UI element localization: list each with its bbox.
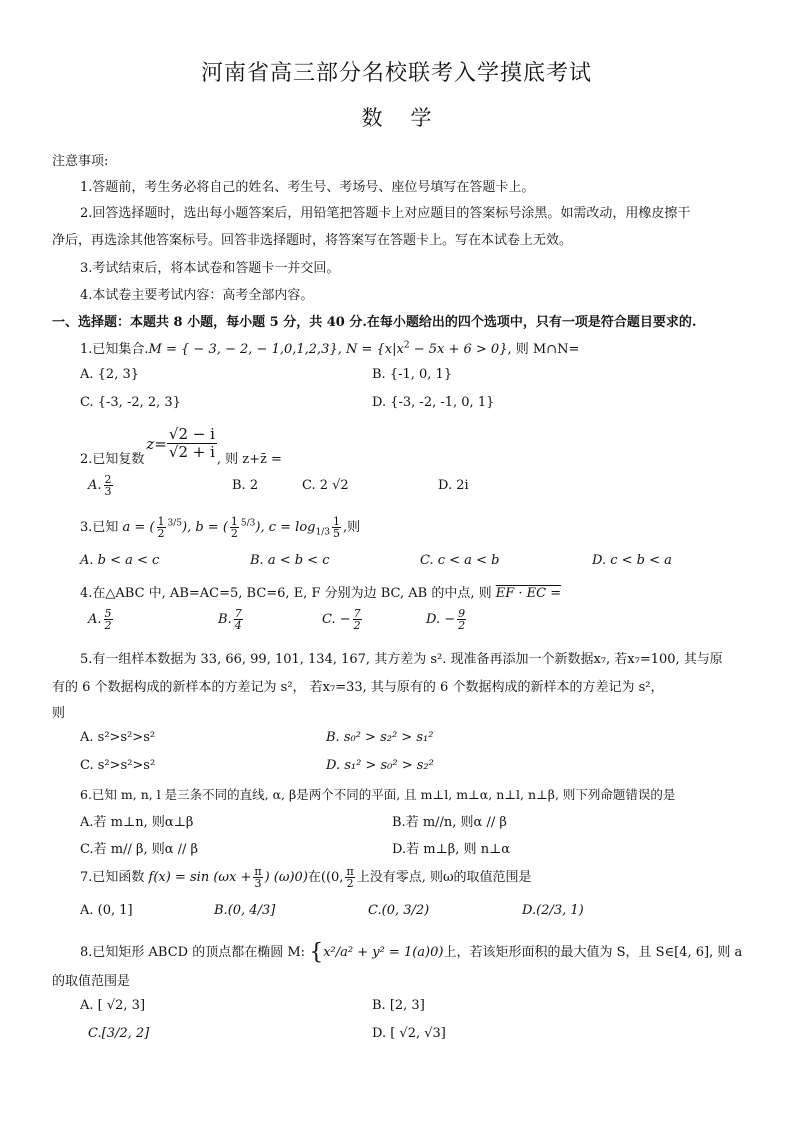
q4-option-b[interactable] <box>218 608 245 631</box>
question-5-line-1: 5.有一组样本数据为 33, 66, 99, 101, 134, 167, 其方差为 s². 现准备再添加一个新数据x₇, 若x₇=100, 其与原 <box>80 652 723 667</box>
q8-option-c[interactable] <box>88 1026 149 1041</box>
q3-option-b[interactable]: B. a < b < c <box>250 553 330 568</box>
q7-stem-a: 7.已知函数 <box>80 870 145 885</box>
q4-option-d-label: D. − <box>426 612 456 627</box>
q8-option-a[interactable]: A. [ √2, 3] <box>80 998 146 1013</box>
q5-option-d[interactable]: D. s₁² > s₀² > s₂² <box>326 758 434 773</box>
q2-option-a-label: A. <box>88 478 102 493</box>
q2-stem-a: 2.已知复数 <box>80 452 145 467</box>
q4-option-a-label: A. <box>88 612 102 627</box>
q1-option-d[interactable]: D. {-3, -2, -1, 0, 1} <box>372 395 495 410</box>
q4-option-a-den: 2 <box>104 619 112 632</box>
q2-fraction <box>167 426 217 461</box>
q1-option-b[interactable]: B. {-1, 0, 1} <box>372 367 453 382</box>
q3-b-exp: 5/3 <box>240 518 256 529</box>
q1-stem-b: , 则 M∩N= <box>507 342 580 357</box>
notice-item-2: 2.回答选择题时，选出每小题答案后，用铅笔把答题卡上对应题目的答案标号涂黑。如需改动，用橡皮擦干 <box>80 206 691 221</box>
q6-option-a[interactable]: A.若 m⊥n, 则α⊥β <box>80 815 194 830</box>
q7-three: 3 <box>254 877 262 890</box>
notice-item-3: 3.考试结束后，将本试卷和答题卡一并交回。 <box>80 261 340 276</box>
q4-option-c-num: 7 <box>353 607 361 620</box>
q2-z: z= <box>146 434 167 453</box>
q3-a-den: 2 <box>157 527 165 540</box>
q3-stem-a: 3.已知 <box>80 520 119 535</box>
q4-option-a-num: 5 <box>104 607 112 620</box>
q6-option-c[interactable]: C.若 m// β, 则α // β <box>80 842 199 857</box>
q2-option-a-num: 2 <box>104 473 112 486</box>
q2-option-b[interactable]: B. 2 <box>232 478 259 493</box>
q7-stem-c: 上没有零点, 则ω的取值范围是 <box>356 870 532 885</box>
q4-option-c-den: 2 <box>353 619 361 632</box>
q3-option-a[interactable]: A. b < a < c <box>80 553 160 568</box>
q4-option-d[interactable] <box>426 608 468 631</box>
question-8-stem <box>80 940 742 965</box>
q6-option-d[interactable]: D.若 m⊥β, 则 n⊥α <box>392 842 511 857</box>
section-heading: 一、选择题：本题共 8 小题，每小题 5 分，共 40 分.在每小题给出的四个选项中，只有一项是符合题目要求的. <box>52 315 697 330</box>
q3-a: a = ( <box>122 520 155 535</box>
notice-item-2-cont: 净后，再选涂其他答案标号。回答非选择题时，将答案写在答题卡上。写在本试卷上无效。 <box>52 233 573 248</box>
q4-vector-expr: EF · EC = <box>495 586 562 601</box>
q5-option-b[interactable]: B. s₀² > s₂² > s₁² <box>326 730 434 745</box>
q8-option-c-label: C. <box>88 1026 102 1041</box>
question-8-line-2: 的取值范围是 <box>52 974 131 989</box>
q4-option-c-label: C. − <box>322 612 351 627</box>
q1-stem-a: 1.已知集合. <box>80 342 149 357</box>
notice-item-1: 1.答题前，考生务必将自己的姓名、考生号、考场号、座位号填写在答题卡上。 <box>80 180 535 195</box>
q3-b-den: 2 <box>230 527 238 540</box>
q3-a-num: 1 <box>157 515 165 528</box>
q8-stem-a: 8.已知矩形 ABCD 的顶点都在椭圆 M: <box>80 945 306 960</box>
q4-option-d-num: 9 <box>458 607 466 620</box>
q7-option-d[interactable] <box>522 903 584 918</box>
notice-item-4: 4.本试卷主要考试内容：高考全部内容。 <box>80 288 314 303</box>
q2-option-a[interactable] <box>88 474 115 497</box>
q8-ellipse: x²/a² + y² = 1(a)0) <box>323 945 444 960</box>
question-5-line-2: 有的 6 个数据构成的新样本的方差记为 s²， 若x₇=33, 其与原有的 6 个数据构成的新样本的方差记为 s²， <box>52 680 664 695</box>
q8-stem-b: 上，若该矩形面积的最大值为 S，且 S∈[4, 6], 则 a <box>443 945 743 960</box>
q5-option-a[interactable]: A. s²>s²>s² <box>80 730 156 745</box>
q3-stem-b: ,则 <box>342 520 361 535</box>
q3-c: ), c = log <box>255 520 316 535</box>
q5-option-c[interactable]: C. s²>s²>s² <box>80 758 156 773</box>
q3-b: ), b = ( <box>182 520 228 535</box>
q3-log-arg-num: 1 <box>332 515 340 528</box>
q4-option-a[interactable] <box>88 608 115 631</box>
q2-option-c[interactable]: C. 2 √2 <box>302 478 349 493</box>
q1-option-c[interactable]: C. {-3, -2, 2, 3} <box>80 395 181 410</box>
q7-pi2: π <box>346 865 354 878</box>
question-7-stem <box>80 866 532 889</box>
q3-option-d[interactable]: D. c < b < a <box>592 553 672 568</box>
q8-brace: { <box>309 940 324 965</box>
q7-option-d-label: D. <box>522 903 537 918</box>
q7-option-c[interactable] <box>368 903 429 918</box>
question-1-stem: 1.已知集合.M = { − 3, − 2, − 1,0,1,2,3}, $N = \{x|x^2 - 5x + 6 > 0\}$, 则 M∩N= <box>80 340 580 357</box>
q7-function-tail: ) (ω)0) <box>264 870 308 885</box>
q2-option-a-den: 3 <box>104 485 112 498</box>
q7-function: f(x) = sin (ωx + <box>148 870 252 885</box>
q2-denominator: √2 + i <box>168 443 215 461</box>
q7-option-d-value: (2/3, 1) <box>536 903 584 918</box>
q3-log-base: 1/3 <box>315 527 330 538</box>
q1-option-a[interactable]: A. {2, 3} <box>80 367 140 382</box>
q4-option-b-label: B. <box>218 612 232 627</box>
q2-numerator: √2 − i <box>168 425 215 443</box>
q1-set-m: M = { − 3, − 2, − 1,0,1,2,3}, N = {x|x <box>148 342 404 357</box>
q4-option-b-den: 4 <box>234 619 242 632</box>
question-6-stem: 6.已知 m, n, l 是三条不同的直线, α, β是两个不同的平面, 且 m⊥l, m⊥α, n⊥l, n⊥β, 则下列命题错误的是 <box>80 787 676 802</box>
question-3-stem <box>80 516 360 539</box>
q3-b-num: 1 <box>230 515 238 528</box>
q7-option-c-label: C. <box>368 903 382 918</box>
question-4-stem <box>80 582 561 601</box>
q4-option-d-den: 2 <box>458 619 466 632</box>
exam-title: 河南省高三部分名校联考入学摸底考试 <box>200 61 592 86</box>
question-2-stem <box>80 420 282 467</box>
q7-pi: π <box>254 865 262 878</box>
notice-heading: 注意事项: <box>52 154 109 169</box>
q8-option-c-value: [3/2, 2] <box>101 1026 150 1041</box>
q7-two: 2 <box>346 877 354 890</box>
q4-option-b-num: 7 <box>234 607 242 620</box>
q4-stem: 4.在△ABC 中, AB=AC=5, BC=6, E, F 分别为边 BC, AB 的中点, 则 <box>80 586 492 601</box>
q3-log-arg-den: 5 <box>332 527 340 540</box>
q3-option-c[interactable]: C. c < a < b <box>420 553 500 568</box>
exam-subject: 数学 <box>361 106 460 130</box>
q3-a-exp: 3/5 <box>167 518 183 529</box>
q2-option-d[interactable]: D. 2i <box>438 478 469 493</box>
question-5-line-3: 则 <box>52 706 66 721</box>
q8-option-d[interactable]: D. [ √2, √3] <box>372 1026 446 1041</box>
q4-option-c[interactable] <box>322 608 364 631</box>
q7-option-a[interactable]: A. (0, 1] <box>80 903 133 918</box>
q7-option-c-value: (0, 3/2) <box>381 903 430 918</box>
q7-stem-b: 在((0, <box>307 870 344 885</box>
q6-option-b[interactable]: B.若 m//n, 则α // β <box>392 815 507 830</box>
q2-stem-b: , 则 z+z̄ = <box>216 452 282 467</box>
q7-option-b-label: B. <box>214 903 228 918</box>
q8-option-b[interactable]: B. [2, 3] <box>372 998 425 1013</box>
q7-option-b-value: (0, 4/3] <box>227 903 276 918</box>
q7-option-b[interactable] <box>214 903 275 918</box>
q1-set-n-tail: − 5x + 6 > 0} <box>409 342 508 357</box>
